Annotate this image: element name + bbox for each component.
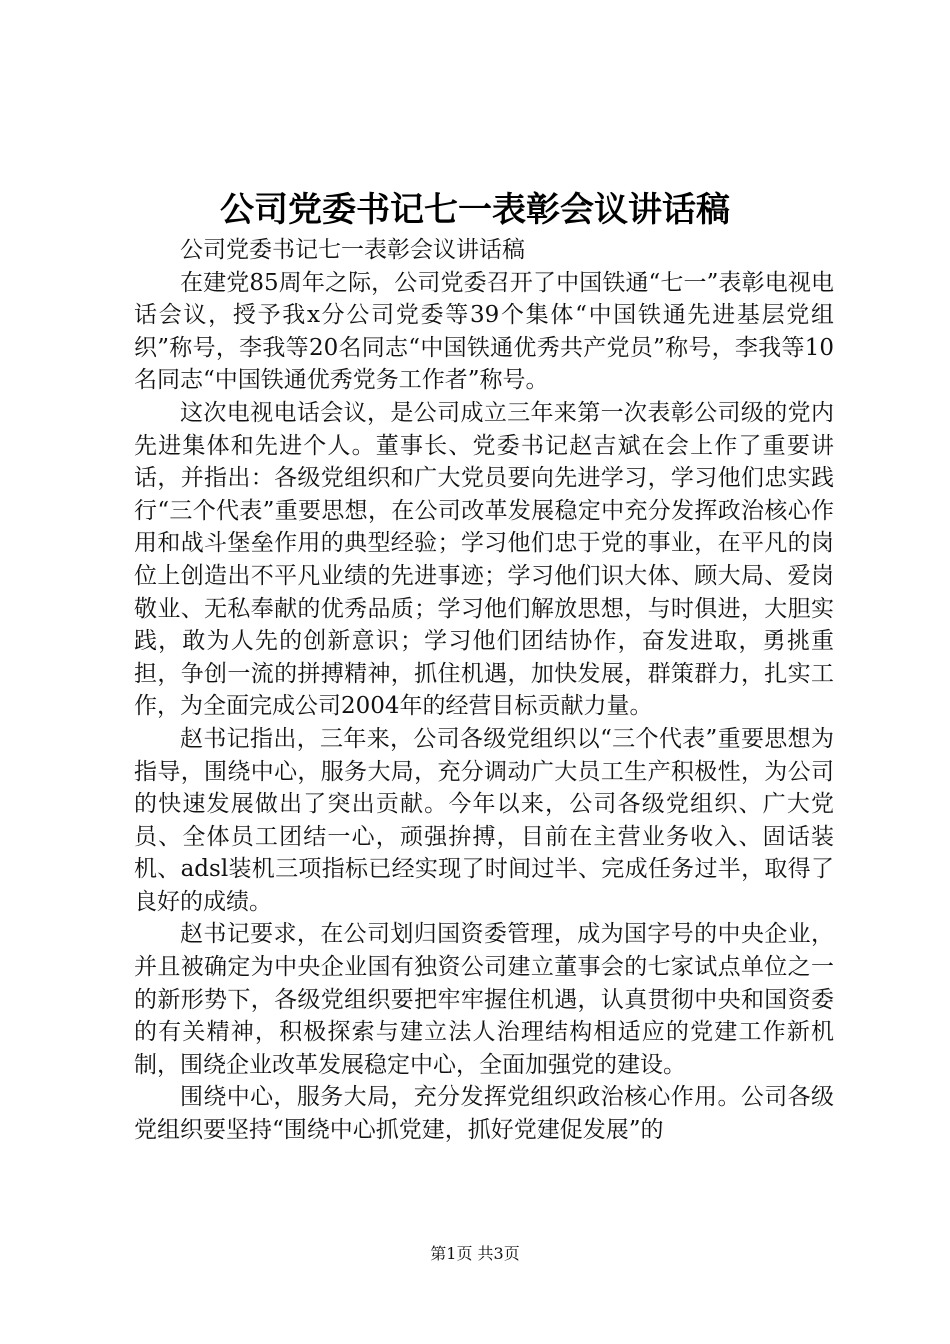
paragraph-5: 围绕中心，服务大局，充分发挥党组织政治核心作用。公司各级党组织要坚持“围绕中心抓党建，抓好党建促发展”的 — [134, 1084, 834, 1144]
paragraph-2: 这次电视电话会议，是公司成立三年来第一次表彰公司级的党内先进集体和先进个人。董事长、党委书记赵吉斌在会上作了重要讲话，并指出：各级党组织和广大党员要向先进学习，学习他们忠实践行“三个代表”重要思想，在公司改革发展稳定中充分发挥政治核心作用和战斗堡垒作用的典型经验；学习他们忠于党的事业，在平凡的岗位上创造出不平凡业绩的先进事迹；学习他们识大体、顾大局、爱岗敬业、无私奉献的优秀品质；学习他们解放思想，与时俱进，大胆实践，敢为人先的创新意识；学习他们团结协作，奋发进取，勇挑重担，争创一流的拼搏精神，抓住机遇，加快发展，群策群力，扎实工作，为全面完成公司2004年的经营目标贡献力量。 — [134, 399, 834, 720]
page-number-footer: 第1页 共3页 — [430, 1244, 520, 1263]
document-body — [134, 234, 834, 1147]
paragraph-1: 在建党85周年之际，公司党委召开了中国铁通“七一”表彰电视电话会议，授予我x分公司党委等39个集体“中国铁通先进基层党组织”称号，李我等20名同志“中国铁通优秀共产党员”称号，李我等10名同志“中国铁通优秀党务工作者”称号。 — [134, 269, 834, 394]
paragraph-4: 赵书记要求，在公司划归国资委管理，成为国字号的中央企业，并且被确定为中央企业国有独资公司建立董事会的七家试点单位之一的新形势下，各级党组织要把牢牢握住机遇，认真贯彻中央和国资委的有关精神，积极探索与建立法人治理结构相适应的党建工作新机制，围绕企业改革发展稳定中心，全面加强党的建设。 — [134, 921, 834, 1078]
paragraph-subtitle: 公司党委书记七一表彰会议讲话稿 — [180, 237, 525, 263]
document-title: 公司党委书记七一表彰会议讲话稿 — [220, 190, 730, 230]
paragraph-3: 赵书记指出，三年来，公司各级党组织以“三个代表”重要思想为指导，围绕中心，服务大局，充分调动广大员工生产积极性，为公司的快速发展做出了突出贡献。今年以来，公司各级党组织、广大党员、全体员工团结一心，顽强拚搏，目前在主营业务收入、固话装机、adsl装机三项指标已经实现了时间过半、完成任务过半，取得了良好的成绩。 — [134, 725, 834, 915]
